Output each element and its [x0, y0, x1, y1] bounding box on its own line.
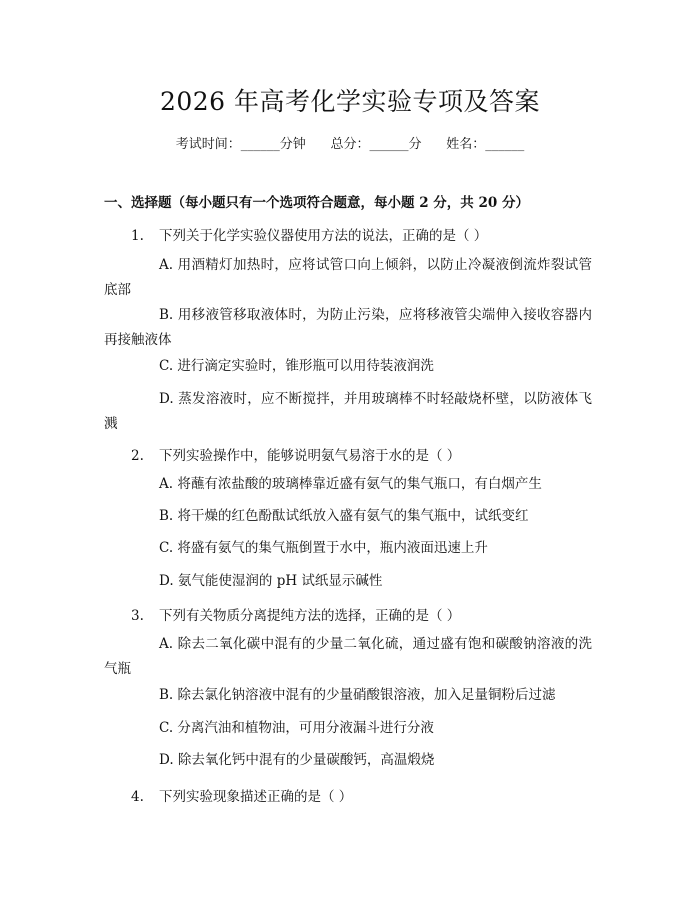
question-stem: 下列实验现象描述正确的是（ ） — [159, 789, 353, 805]
page-title: 2026 年高考化学实验专项及答案 — [159, 87, 541, 116]
question-1 — [131, 224, 487, 244]
question-number: 1. — [131, 228, 144, 244]
question-number: 2. — [131, 448, 144, 464]
question-2 — [131, 444, 460, 464]
question-3-option-c: C. 分离汽油和植物油，可用分液漏斗进行分液 — [159, 720, 434, 736]
question-1-option-a: A. 用酒精灯加热时，应将试管口向上倾斜，以防止冷凝液倒流炸裂试管底部 — [104, 257, 592, 298]
question-2-option-d: D. 氨气能使湿润的 pH 试纸显示碱性 — [159, 573, 383, 589]
question-2-option-c: C. 将盛有氨气的集气瓶倒置于水中，瓶内液面迅速上升 — [159, 540, 488, 556]
question-stem: 下列关于化学实验仪器使用方法的说法，正确的是（ ） — [159, 228, 488, 244]
question-1-option-c: C. 进行滴定实验时，锥形瓶可以用待装液润洗 — [159, 358, 434, 374]
section-heading: 一、选择题（每小题只有一个选项符合题意，每小题 2 分，共 20 分） — [104, 195, 529, 211]
question-2-option-b: B. 将干燥的红色酚酞试纸放入盛有氨气的集气瓶中，试纸变红 — [159, 508, 529, 524]
question-number: 3. — [131, 608, 144, 624]
question-stem: 下列实验操作中，能够说明氨气易溶于水的是（ ） — [159, 448, 461, 464]
question-3-option-a: A. 除去二氧化碳中混有的少量二氧化硫，通过盛有饱和碳酸钠溶液的洗气瓶 — [104, 636, 592, 677]
question-number: 4. — [131, 789, 144, 805]
question-3-option-d: D. 除去氧化钙中混有的少量碳酸钙，高温煅烧 — [159, 752, 435, 768]
exam-info-line: 考试时间：______分钟 总分：______分 姓名：______ — [175, 137, 525, 152]
question-4 — [131, 785, 352, 805]
question-3 — [131, 604, 460, 624]
question-3-option-b: B. 除去氯化钠溶液中混有的少量硝酸银溶液，加入足量铜粉后过滤 — [159, 687, 556, 703]
question-2-option-a: A. 将蘸有浓盐酸的玻璃棒靠近盛有氨气的集气瓶口，有白烟产生 — [159, 476, 542, 492]
question-1-option-d: D. 蒸发溶液时，应不断搅拌，并用玻璃棒不时轻敲烧杯壁，以防液体飞溅 — [104, 391, 592, 432]
question-1-option-b: B. 用移液管移取液体时，为防止污染，应将移液管尖端伸入接收容器内再接触液体 — [104, 307, 592, 348]
question-stem: 下列有关物质分离提纯方法的选择，正确的是（ ） — [159, 608, 461, 624]
